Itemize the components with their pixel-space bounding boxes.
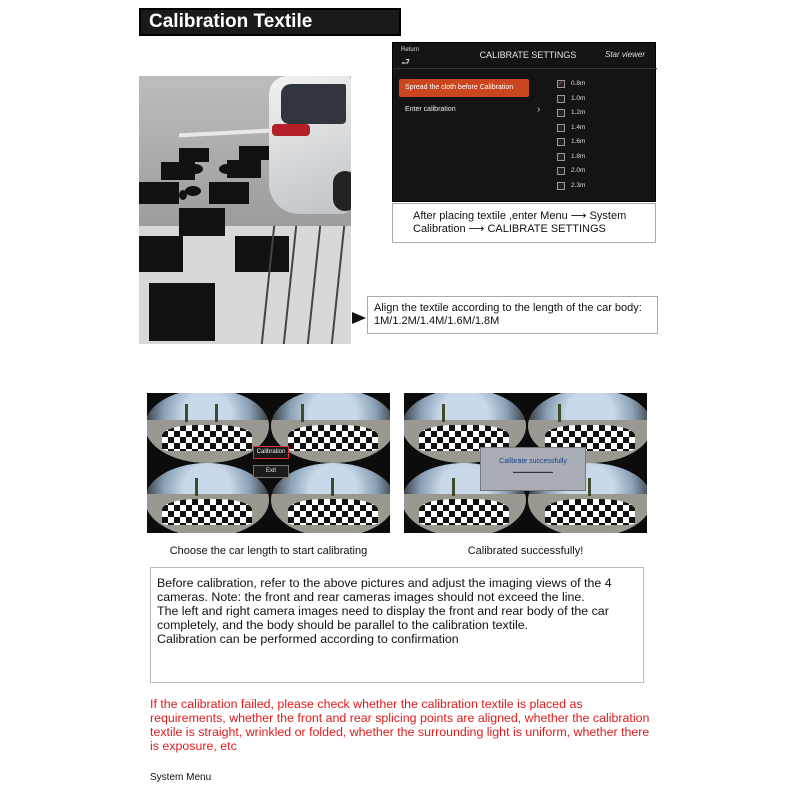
length-option-label: 1.8m (571, 152, 586, 160)
align-line-1: Align the textile according to the length of the car body: (374, 302, 642, 314)
calibration-success-dialog (480, 447, 586, 491)
checker-cell (239, 146, 269, 160)
length-option[interactable] (557, 150, 647, 165)
alignment-line (331, 226, 345, 344)
menu-path-line-2: Calibration ⟶ CALIBRATE SETTINGS (413, 223, 606, 235)
car-window (281, 84, 346, 124)
alignment-line (307, 226, 321, 344)
checker-cell (149, 283, 215, 341)
checkbox-icon[interactable] (557, 124, 565, 132)
length-option[interactable] (557, 164, 647, 179)
screen-title: CALIBRATE SETTINGS (479, 50, 577, 60)
length-option[interactable] (557, 106, 647, 121)
length-option-label: 1.2m (571, 109, 586, 116)
length-option-label: 1.6m (571, 138, 586, 145)
footer-label: System Menu (150, 772, 212, 783)
spread-cloth-button[interactable]: Spread the cloth before Calibration (399, 79, 529, 97)
align-line-2: 1M/1.2M/1.4M/1.6M/1.8M (374, 315, 500, 327)
length-option-label: 1.4m (571, 123, 586, 131)
note-paragraph: Calibration can be performed according to confirmation (157, 632, 459, 646)
enter-calibration-label: Enter calibration (405, 106, 456, 113)
length-option[interactable] (557, 77, 647, 92)
alignment-line (261, 226, 275, 344)
checker-dot (179, 190, 187, 200)
camera-views-calibrated (404, 393, 647, 533)
length-option[interactable] (557, 121, 647, 136)
checker-cell (139, 236, 183, 272)
pointer-arrow-icon (352, 312, 366, 324)
alignment-line (283, 226, 297, 344)
length-option[interactable] (557, 92, 647, 107)
failure-warning: If the calibration failed, please check whether the calibration textile is placed as requirements, whether the front and rear splicing points are aligned, whether the calibration textile is straight, wrinkled or folded, whether the surrounding light is uniform, whether there is exposure, etc (150, 697, 650, 753)
length-option-label: 1.0m (571, 94, 586, 102)
camera-views-calibrating (147, 393, 390, 533)
alignment-lines (257, 226, 351, 344)
checker-cell (209, 182, 249, 204)
exit-button[interactable]: Exit (253, 465, 289, 478)
page-title: Calibration Textile Instruction (139, 8, 401, 36)
car-tail-light (272, 124, 310, 136)
align-textile-callout (367, 296, 658, 334)
length-option-label: 2.3m (571, 181, 586, 189)
checker-dot (185, 186, 201, 196)
dialog-subtext: ▬▬▬▬▬▬▬▬▬▬ (513, 469, 553, 474)
chevron-right-icon: › (537, 104, 541, 115)
checkbox-icon[interactable] (557, 138, 565, 146)
calibrate-settings-screen (392, 42, 656, 202)
length-option-label: 0.8m (571, 80, 586, 87)
menu-path-callout (392, 203, 656, 243)
left-camera-view (147, 463, 269, 533)
checkbox-icon[interactable] (557, 109, 565, 117)
checkbox-icon[interactable] (557, 153, 565, 161)
checkbox-icon[interactable] (557, 182, 565, 190)
checkbox-checked-icon[interactable]: ✓ (558, 80, 564, 87)
length-option[interactable] (557, 135, 647, 150)
caption-calibrating: Choose the car length to start calibrating (169, 545, 368, 557)
checkbox-icon[interactable] (557, 167, 565, 175)
length-option[interactable] (557, 179, 647, 194)
dialog-title: Calibrate successfully (499, 458, 567, 465)
checker-dot (187, 164, 203, 174)
note-paragraph: Before calibration, refer to the above pictures and adjust the imaging views of the 4 cameras. Note: the front and rear cameras images should not exceed the line. (157, 576, 612, 604)
length-option-label: 2.0m (571, 167, 586, 174)
checker-dot (219, 164, 235, 174)
return-button[interactable]: Return (401, 47, 420, 53)
front-camera-view (147, 393, 269, 463)
car-rear (269, 76, 351, 214)
checker-cell (139, 182, 179, 204)
note-paragraph: The left and right camera images need to display the front and rear body of the car completely, and the body should be parallel to the calibration textile. (157, 604, 609, 632)
brand-logo: Star viewer (605, 50, 646, 59)
menu-path-line-1: After placing textile ,enter Menu ⟶ System (413, 210, 627, 222)
checker-cell (179, 148, 209, 162)
screen-header (393, 43, 657, 69)
car-length-options (557, 77, 647, 193)
checkbox-icon[interactable] (557, 95, 565, 103)
car-wheel (333, 171, 351, 211)
calibration-textile-photo (139, 76, 351, 344)
enter-calibration-button[interactable] (399, 101, 539, 119)
checker-cell (179, 208, 225, 236)
calibration-button[interactable]: Calibration (253, 446, 289, 459)
caption-calibrated: Calibrated successfully! (467, 545, 584, 557)
return-arrow-icon[interactable]: ⮐ (401, 57, 410, 68)
calibration-notes (150, 567, 644, 683)
